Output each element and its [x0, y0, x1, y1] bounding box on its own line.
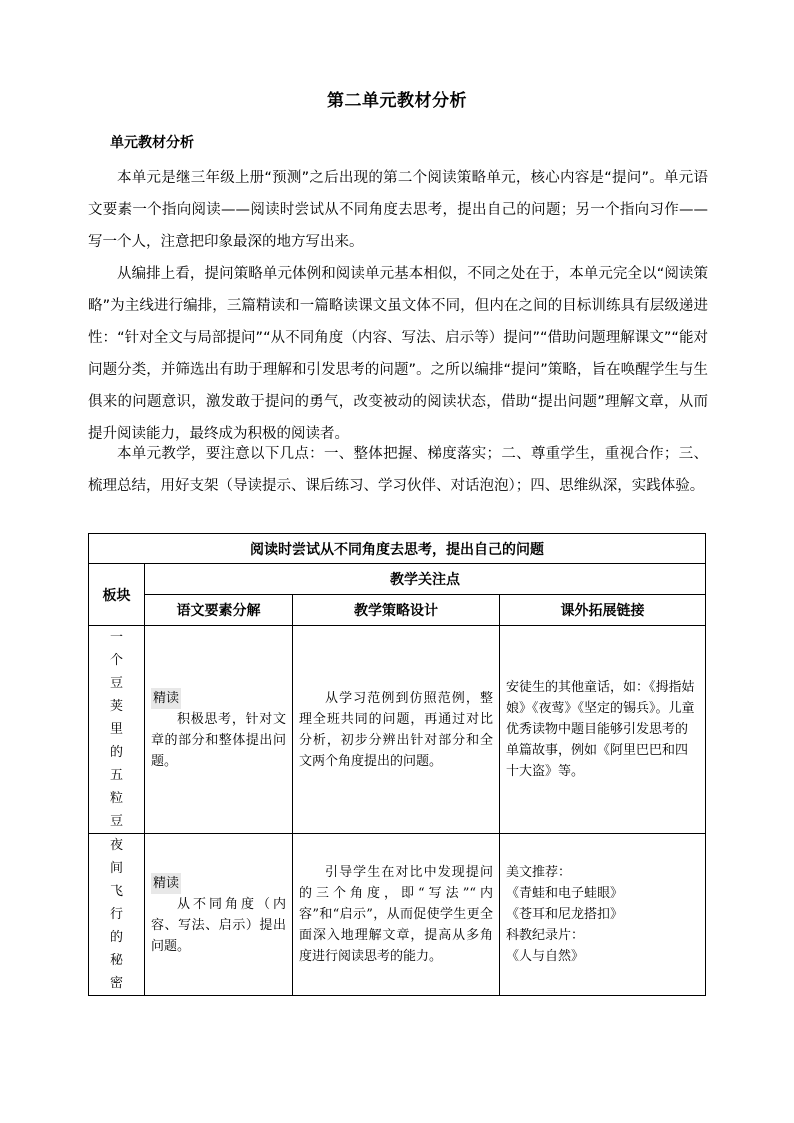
extension-line: 《人与自然》 [506, 949, 585, 964]
extension-line: 《苍耳和尼龙搭扣》 [506, 907, 624, 922]
strategy-text: 从学习范例到仿照范例，整理全班共同的问题，再通过对比分析，初步分辨出针对部分和全文两个角度提出的问题。 [299, 690, 493, 769]
lesson-name: 夜间飞行的秘密 [89, 834, 145, 996]
col-header-strategy: 教学策略设计 [293, 595, 500, 626]
strategy-cell [293, 626, 500, 834]
extension-line: 《青蛙和电子蛙眼》 [506, 886, 624, 901]
paragraph: 从编排上看，提问策略单元体例和阅读单元基本相似，不同之处在于，本单元完全以“阅读策略”为主线进行编排，三篇精读和一篇略读课文虽文体不同，但内在之间的目标训练具有层级递进性：“针对全文与局部提问”“从不同角度（内容、写法、启示等）提问”“借助问题理解课文”“能对问题分类，并筛选出有助于理解和引发思考的问题”。之所以编排“提问”策略，旨在唤醒学生与生俱来的问题意识，激发敢于提问的勇气，改变被动的阅读状态，借助“提出问题”理解文章，从而提升阅读能力，最终成为积极的阅读者。 [88, 266, 708, 442]
extension-cell [500, 626, 706, 834]
element-text: 积极思考，针对文章的部分和整体提出问题。 [151, 711, 286, 769]
paragraph: 本单元是继三年级上册“预测”之后出现的第二个阅读策略单元，核心内容是“提问”。单元语文要素一个指向阅读——阅读时尝试从不同角度去思考，提出自己的问题；另一个指向习作——写一个人，注意把印象最深的地方写出来。 [88, 170, 708, 250]
extension-text: 安徒生的其他童话，如：《拇指姑娘》《夜莺》《坚定的锡兵》。儿童优秀读物中题目能够引发思考的单篇故事，例如《阿里巴巴和四十大盗》等。 [506, 680, 695, 779]
col-header-block: 板块 [89, 564, 145, 626]
element-cell [145, 626, 293, 834]
lesson-name: 一个豆荚里的五粒豆 [89, 626, 145, 834]
extension-line: 美文推荐： [506, 865, 572, 880]
table-title: 阅读时尝试从不同角度去思考，提出自己的问题 [89, 534, 706, 564]
analysis-table [88, 533, 706, 996]
reading-type-tag: 精读 [151, 688, 181, 709]
strategy-text: 引导学生在对比中发现提问的三个角度，即“写法”“内容”和“启示”，从而促使学生更全面深入地理解文章，提高从多角度进行阅读思考的能力。 [299, 865, 493, 964]
section-heading: 单元教材分析 [110, 135, 194, 151]
reading-type-tag: 精读 [151, 873, 181, 894]
element-cell [145, 834, 293, 996]
page-title: 第二单元教材分析 [327, 91, 467, 111]
extension-cell [500, 834, 706, 996]
extension-line: 科教纪录片： [506, 928, 585, 943]
paragraph: 本单元教学，要注意以下几点：一、整体把握、梯度落实；二、尊重学生，重视合作；三、梳理总结，用好支架（导读提示、课后练习、学习伙伴、对话泡泡）；四、思维纵深，实践体验。 [88, 446, 708, 494]
col-header-element: 语文要素分解 [145, 595, 293, 626]
table-row [89, 834, 706, 996]
table-row [89, 626, 706, 834]
element-text: 从不同角度（内容、写法、启示）提出问题。 [151, 896, 286, 954]
col-header-focus: 教学关注点 [145, 564, 706, 595]
col-header-extension: 课外拓展链接 [500, 595, 706, 626]
strategy-cell [293, 834, 500, 996]
